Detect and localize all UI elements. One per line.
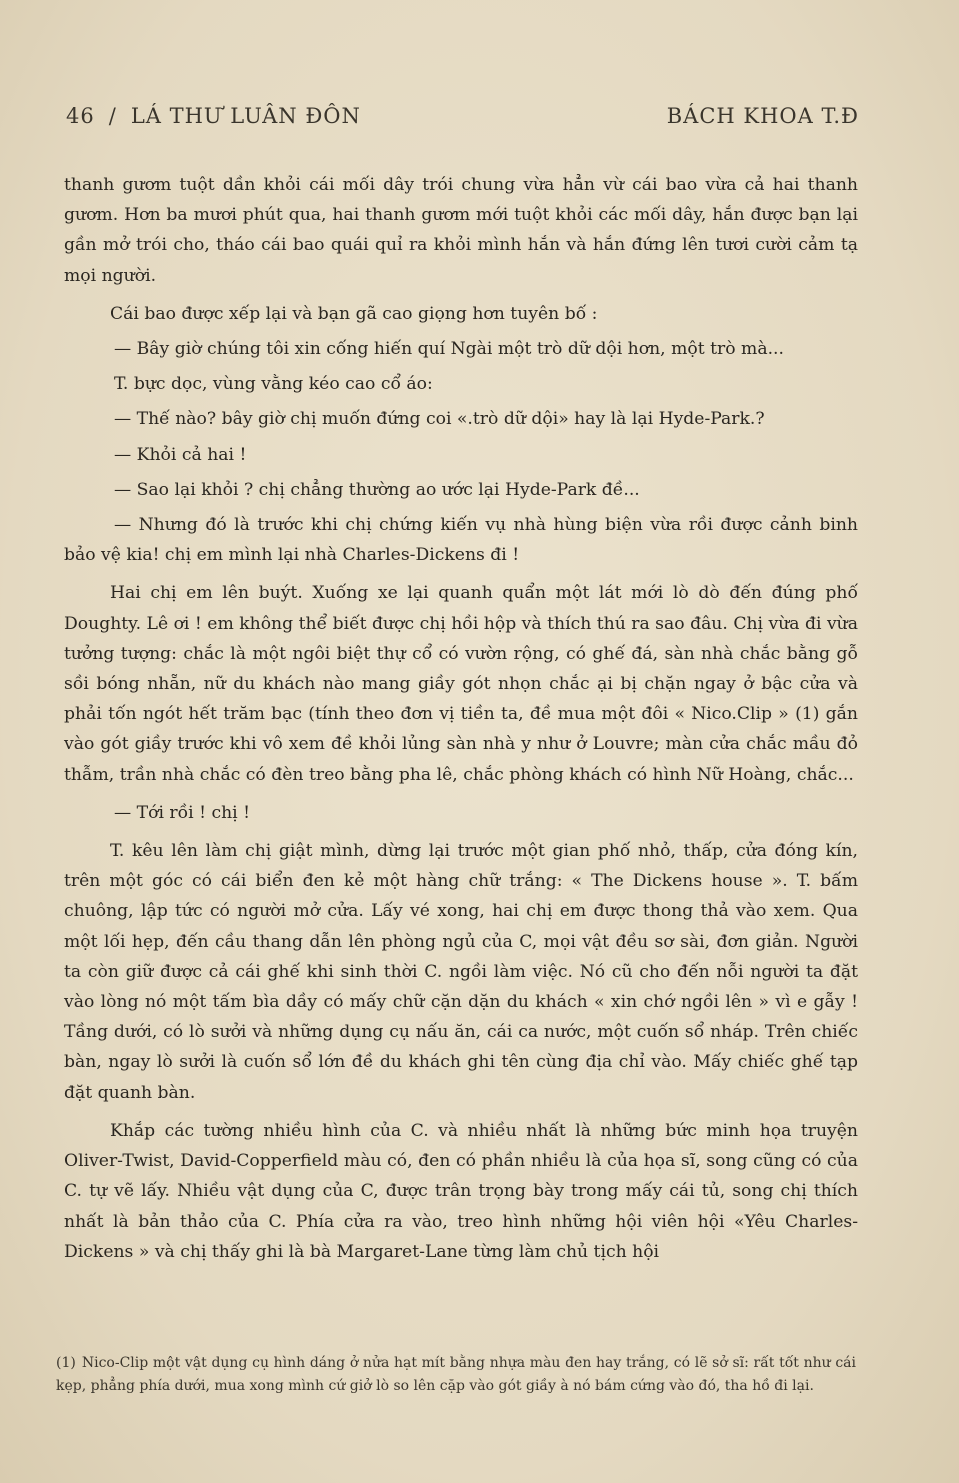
- journal-name: BÁCH KHOA T.Đ: [666, 104, 859, 128]
- paragraph: T. kêu lên làm chị giật mình, dừng lại trước một gian phố nhỏ, thấp, cửa đóng kín, trên một góc có cái biển đen kẻ một hàng chữ trắng: « The Dickens house ». T. bấm chuông, lập tức có người mở cửa. Lấy vé xong, hai chị em được thong thả vào xem. Qua một lối hẹp, đến cầu thang dẫn lên phòng ngủ của C, mọi vật đều sơ sài, đơn giản. Người ta còn giữ được cả cái ghế khi sinh thời C. ngồi làm việc. Nó cũ cho đến nỗi người ta đặt vào lòng nó một tấm bìa dầy có mấy chữ cặn dặn du khách « xin chớ ngồi lên » vì e gẫy ! Tầng dưới, có lò sưởi và những dụng cụ nấu ăn, cái ca nước, một cuốn sổ nháp. Trên chiếc bàn, ngay lò sưởi là cuốn sổ lớn đề du khách ghi tên cùng địa chỉ vào. Mấy chiếc ghế tạp đặt quanh bàn.: [64, 841, 858, 1103]
- page-number: 46: [66, 104, 95, 128]
- dialogue-line: — Thế nào? bây giờ chị muốn đứng coi «.trò dữ dội» hay là lại Hyde-Park.?: [114, 409, 765, 430]
- header-separator: /: [108, 104, 117, 128]
- dialogue-line: — Sao lại khỏi ? chị chẳng thường ao ước lại Hyde-Park đề...: [114, 479, 640, 500]
- footnote-label: (1): [56, 1355, 76, 1371]
- article-title: LÁ THƯ LUÂN ĐÔN: [130, 104, 361, 128]
- paragraph: T. bực dọc, vùng vằng kéo cao cổ áo:: [114, 374, 433, 395]
- header-left: [66, 104, 361, 128]
- paragraph: thanh gươm tuột dần khỏi cái mối dây trói chung vừa hẳn vừ cái bao vừa cả hai thanh gươm. Hơn ba mươi phút qua, hai thanh gươm mới tuột khỏi các mối dây, hắn được bạn lại gần mở trói cho, tháo cái bao quái quỉ ra khỏi mình hắn và hắn đứng lên tươi cười cảm tạ mọi người.: [64, 175, 858, 286]
- paragraph: Khắp các tường nhiều hình của C. và nhiều nhất là những bức minh họa truyện Oliver-Twist, David-Copperfield màu có, đen có phần nhiều là của họa sĩ, song cũng có của C. tự vẽ lấy. Nhiều vật dụng của C, được trân trọng bày trong mấy cái tủ, song chị thích nhất là bản thảo của C. Phía cửa ra vào, treo hình những hội viên hội «Yêu Charles-Dickens » và chị thấy ghi là bà Margaret-Lane từng làm chủ tịch hội: [64, 1120, 858, 1262]
- dialogue-line: — Khỏi cả hai !: [114, 444, 247, 465]
- dialogue-line: — Tới rồi ! chị !: [114, 802, 251, 823]
- article-body: [64, 170, 858, 1267]
- paragraph: Cái bao được xếp lại và bạn gã cao giọng hơn tuyên bố :: [110, 303, 598, 324]
- dialogue-line: — Bây giờ chúng tôi xin cống hiến quí Ngài một trò dữ dội hơn, một trò mà...: [114, 339, 784, 360]
- dialogue-line: — Nhưng đó là trước khi chị chứng kiến vụ nhà hùng biện vừa rồi được cảnh binh bảo vệ kia! chị em mình lại nhà Charles-Dickens đi !: [64, 515, 858, 566]
- running-header: [66, 104, 859, 128]
- footnote-text: Nico-Clip một vật dụng cụ hình dáng ở nửa hạt mít bằng nhựa màu đen hay trắng, có lẽ sở sĩ: rất tốt như cái kẹp, phẳng phía dưới, mua xong mình cứ giở lò so lên cặp vào gót giầy à nó bám cứng vào đó, tha hồ đi lại.: [56, 1355, 856, 1394]
- paragraph: Hai chị em lên buýt. Xuống xe lại quanh quẩn một lát mới lò dò đến đúng phố Doughty. Lê ơi ! em không thể biết được chị hồi hộp và thích thú ra sao đâu. Chị vừa đi vừa tưởng tượng: chắc là một ngôi biệt thự cổ có vườn rộng, có ghế đá, sàn nhà chắc bằng gỗ sồi bóng nhẵn, nữ du khách nào mang giầy gót nhọn chắc ại bị chặn ngay ở bậc cửa và phải tốn ngót hết trăm bạc (tính theo đơn vị tiền ta, đề mua một đôi « Nico.Clip » (1) gắn vào gót giầy trước khi vô xem đề khỏi lủng sàn nhà y như ở Louvre; màn cửa chắc mầu đỏ thẫm, trần nhà chắc có đèn treo bằng pha lê, chắc phòng khách có hình Nữ Hoàng, chắc...: [64, 583, 858, 785]
- footnote: [56, 1352, 856, 1398]
